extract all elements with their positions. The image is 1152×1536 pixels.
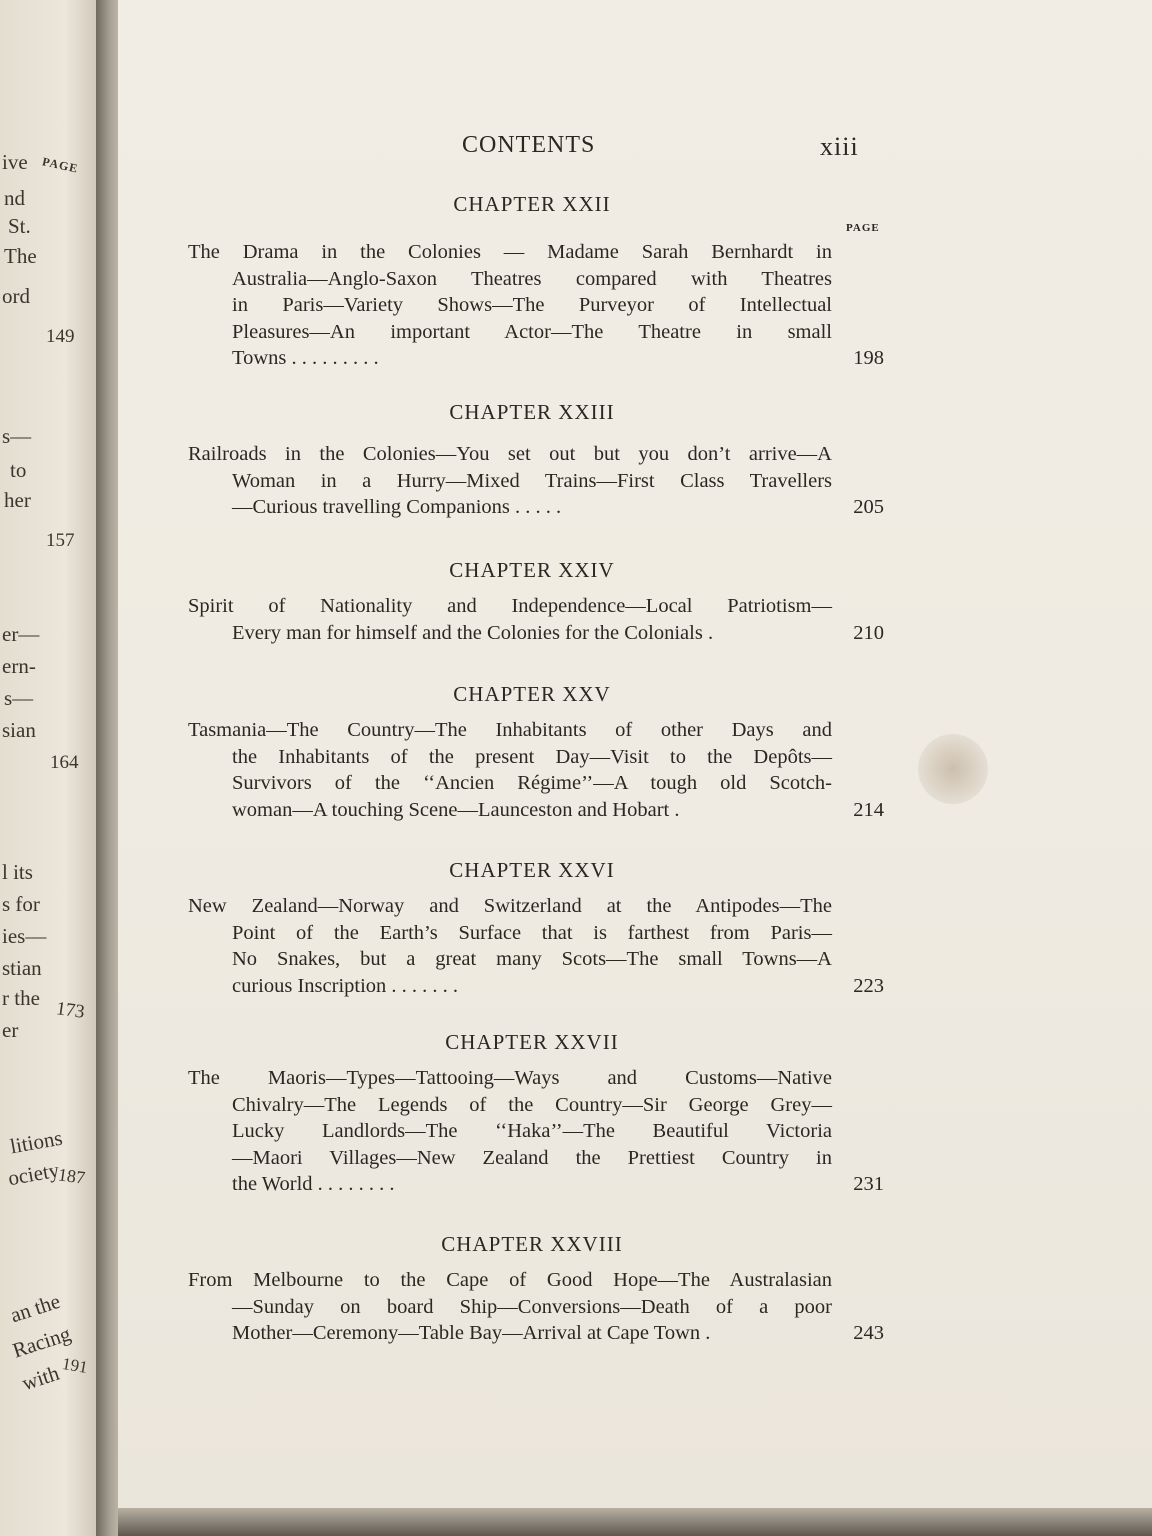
page-bottom-edge [118, 1508, 1152, 1536]
chapter-title: CHAPTER XXIII [449, 400, 615, 424]
chapter-title: CHAPTER XXV [453, 682, 611, 706]
chapter-summary [188, 239, 884, 372]
left-fragment: nd [4, 186, 25, 210]
left-fragment: stian [2, 956, 42, 980]
chapter-page-number: 210 [853, 621, 884, 644]
left-fragment: er— [2, 622, 40, 646]
summary-line: The Maoris—Types—Tattooing—Ways and Customs—Native [188, 1067, 832, 1089]
chapter-page-number: 214 [853, 798, 884, 821]
paper-stain [918, 734, 988, 804]
left-fragment: ord [2, 284, 30, 308]
left-fragment: 187 [56, 1164, 87, 1188]
left-fragment: 149 [46, 326, 75, 347]
chapter-summary [188, 717, 884, 823]
chapter-title: CHAPTER XXVIII [441, 1232, 623, 1256]
summary-line: the World . . . . . . . . [232, 1173, 395, 1195]
page-column-label: PAGE [846, 222, 880, 234]
left-fragment: l its [2, 860, 33, 884]
summary-line: —Maori Villages—New Zealand the Prettiest Country in [232, 1146, 832, 1169]
chapter-title: CHAPTER XXII [453, 192, 611, 216]
summary-line: —Sunday on board Ship—Conversions—Death of a poor [232, 1295, 832, 1318]
left-fragment: 157 [46, 530, 75, 551]
left-fragment: r the [2, 986, 40, 1010]
summary-line: in Paris—Variety Shows—The Purveyor of Intellectual [232, 294, 832, 316]
chapter-entry [188, 192, 884, 372]
left-page [0, 0, 108, 1536]
chapter-page-number: 231 [853, 1173, 884, 1195]
summary-line: From Melbourne to the Cape of Good Hope—The Australasian [188, 1269, 832, 1291]
summary-line: Survivors of the ‘‘Ancien Régime’’—A tough old Scotch- [232, 772, 832, 794]
chapter-title: CHAPTER XXIV [449, 558, 615, 582]
summary-line: Tasmania—The Country—The Inhabitants of other Days and [188, 719, 832, 741]
chapter-summary [188, 1065, 884, 1198]
left-fragment: ies— [2, 924, 47, 948]
summary-line: Point of the Earth’s Surface that is farthest from Paris— [232, 921, 832, 944]
summary-line: woman—A touching Scene—Launceston and Hobart . [232, 798, 680, 821]
summary-line: Spirit of Nationality and Independence—Local Patriotism— [188, 595, 832, 617]
summary-line: Every man for himself and the Colonies for the Colonials . [232, 621, 714, 644]
summary-line: Chivalry—The Legends of the Country—Sir George Grey— [232, 1093, 832, 1116]
chapter-page-number: 223 [853, 974, 884, 997]
left-fragment: PAGE [41, 154, 80, 176]
left-fragment: with [19, 1360, 62, 1396]
left-fragment: s for [2, 892, 40, 916]
left-fragment: 173 [54, 998, 86, 1023]
chapter-entry [188, 858, 884, 999]
left-fragment: ive [2, 150, 28, 174]
running-head-page-number: xiii [820, 132, 859, 161]
left-fragment: er [2, 1018, 19, 1042]
left-fragment: 191 [60, 1353, 90, 1378]
summary-line: The Drama in the Colonies — Madame Sarah Bernhardt in [188, 241, 832, 263]
left-fragment: ociety [6, 1157, 61, 1191]
left-fragment: an the [7, 1288, 64, 1328]
left-fragment: St. [8, 214, 31, 238]
summary-line: Railroads in the Colonies—You set out but you don’t arrive—A [188, 443, 832, 465]
left-fragment: to [10, 458, 27, 482]
left-fragment: s— [2, 424, 32, 448]
summary-line: Lucky Landlords—The ‘‘Haka’’—The Beautiful Victoria [232, 1120, 832, 1142]
summary-line: Mother—Ceremony—Table Bay—Arrival at Cape Town . [232, 1322, 711, 1344]
summary-line: Pleasures—An important Actor—The Theatre in small [232, 320, 832, 343]
summary-line: New Zealand—Norway and Switzerland at the Antipodes—The [188, 895, 832, 917]
left-fragment: 164 [50, 752, 79, 773]
chapter-summary [188, 893, 884, 999]
chapter-entry [188, 400, 884, 521]
chapter-entry [188, 558, 884, 646]
summary-line: Woman in a Hurry—Mixed Trains—First Class Travellers [232, 469, 832, 492]
summary-line: the Inhabitants of the present Day—Visit to the Depôts— [232, 745, 832, 768]
left-fragment: her [4, 488, 31, 512]
summary-line: Towns . . . . . . . . . [232, 347, 379, 369]
left-fragment: litions [8, 1125, 65, 1159]
left-fragment: ern- [2, 654, 36, 678]
chapter-page-number: 243 [853, 1322, 884, 1344]
chapter-entry [188, 682, 884, 823]
summary-line: Australia—Anglo-Saxon Theatres compared with Theatres [232, 267, 832, 290]
chapter-page-number: 205 [853, 496, 884, 518]
chapter-title: CHAPTER XXVII [445, 1030, 619, 1054]
chapter-summary [188, 593, 884, 646]
chapter-entry [188, 1030, 884, 1198]
summary-line: —Curious travelling Companions . . . . . [232, 496, 562, 518]
left-fragment: The [4, 244, 37, 268]
left-fragment: sian [2, 718, 36, 742]
left-fragment: s— [4, 686, 34, 710]
chapter-entry [188, 1232, 884, 1347]
left-fragment: Racing [9, 1321, 74, 1363]
summary-line: curious Inscription . . . . . . . [232, 974, 459, 997]
chapter-summary [188, 441, 884, 521]
running-head-title: CONTENTS [462, 132, 596, 158]
chapter-page-number: 198 [853, 347, 884, 369]
summary-line: No Snakes, but a great many Scots—The small Towns—A [232, 948, 832, 970]
chapter-title: CHAPTER XXVI [449, 858, 615, 882]
chapter-summary [188, 1267, 884, 1347]
